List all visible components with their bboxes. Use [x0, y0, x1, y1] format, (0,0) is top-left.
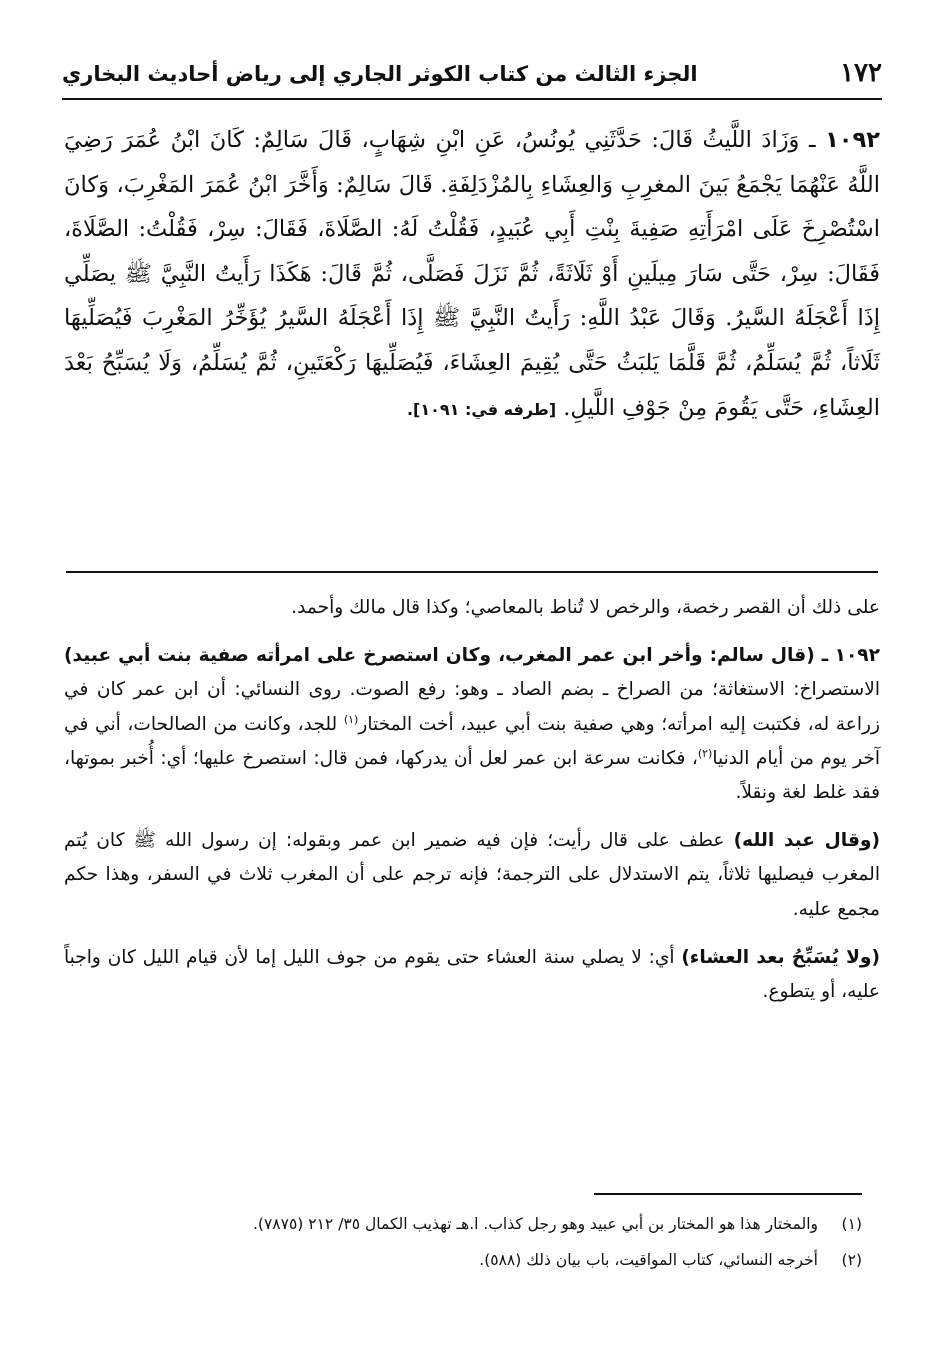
commentary-hadith-number: ١٠٩٢ [834, 645, 880, 667]
paragraph-text: للجد، وكانت من الصالحات، أني في آخر يوم من أيام الدنيا [64, 713, 881, 769]
footnote-mark: (١) [841, 1215, 862, 1233]
quoted-matn: (وقال عبد الله) [733, 830, 880, 852]
page-number: ١٧٢ [840, 58, 882, 88]
footnote-text: أخرجه النسائي، كتاب المواقيت، باب بيان ذلك (٥٨٨). [479, 1251, 818, 1269]
commentary-paragraph [64, 941, 880, 1009]
running-title: الجزء الثالث من كتاب الكوثر الجاري إلى رياض أحاديث البخاري [62, 62, 698, 86]
commentary-block [64, 591, 880, 1009]
section-divider [66, 571, 878, 573]
footnote-mark: (٢) [841, 1251, 862, 1269]
footnote [64, 1206, 862, 1242]
footnotes [64, 1206, 862, 1278]
quoted-matn: ـ (قال سالم: وأخر ابن عمر المغرب، وكان استصرخ على امرأته صفية بنت أبي عبيد) [64, 645, 829, 667]
commentary-paragraph [64, 591, 880, 625]
hadith-cross-reference: [طرفه في: ١٠٩١]. [406, 399, 557, 419]
page-header [62, 52, 882, 100]
footnote-ref[interactable]: (٢) [697, 746, 713, 760]
commentary-paragraph [64, 639, 880, 810]
footnote-text: والمختار هذا هو المختار بن أبي عبيد وهو رجل كذاب. ا.هـ تهذيب الكمال ٣٥/ ٢١٢ (٧٨٧٥). [253, 1215, 818, 1233]
hadith-number: ١٠٩٢ [825, 127, 881, 153]
hadith-text-block [64, 118, 880, 432]
footnote-separator [594, 1193, 862, 1195]
paragraph-text: عطف على قال رأيت؛ فإن فيه ضمير ابن عمر وبقوله: إن رسول الله ﷺ كان يُتم المغرب فيصليها ثلاثاً، يتم الاستدلال على الترجمة؛ فإنه ترجم على أن المغرب ثلاث في السفر، وهذا حكم مجمع عليه. [64, 830, 880, 920]
paragraph-text: ، فكانت سرعة ابن عمر لعل أن يدركها، فمن قال: استصرخ عليها؛ أي: أُخبر بموتها، فقد غلط لغة ونقلاً. [64, 747, 880, 804]
quoted-matn: (ولا يُسَبِّحُ بعد العشاء) [681, 946, 880, 968]
footnote-ref[interactable]: (١) [343, 712, 359, 726]
commentary-paragraph [64, 824, 880, 927]
paragraph-text: أي: لا يصلي سنة العشاء حتى يقوم من جوف الليل إما لأن قيام الليل كان واجباً عليه، أو يتطوع. [64, 946, 880, 1003]
footnote [64, 1242, 862, 1278]
hadith-body: ـ وَزَادَ اللَّيثُ قَالَ: حَدَّثَنِي يُونُسُ، عَنِ ابْنِ شِهَابٍ، قَالَ سَالِمٌ: كَانَ ابْنُ عُمَرَ رَضِيَ اللَّهُ عَنْهُمَا يَجْمَعُ بَينَ المغرِبِ وَالعِشَاءِ بِالمُزْدَلِفَةِ. قَالَ سَالِمٌ: وَأَخَّرَ ابْنُ عُمَرَ المَغْرِبَ، وَكانَ اسْتُصْرِخَ عَلَى امْرَأَتِهِ صَفِيةَ بِنْتِ أَبِي عُبَيدٍ، فَقُلْتُ لَهُ: الصَّلَاةَ، فَقَالَ: سِرْ، فَقُلْتُ: الصَّلَاةَ، فَقَالَ: سِرْ، حَتَّى سَارَ مِيلَينِ أَوْ ثَلَاثَةً، ثُمَّ نَزَلَ فَصَلَّى، ثُمَّ قَالَ: هَكَذَا رَأَيتُ النَّبِيَّ ﷺ يصَلِّي إِذَا أَعْجَلَهُ السَّيرُ. وَقَالَ عَبْدُ اللَّهِ: رَأَيتُ النَّبِيَّ ﷺ إِذَا أَعْجَلَهُ السَّيرُ يُؤَخِّرُ المَغْرِبَ فَيُصَلِّيهَا ثَلَاثاً، ثُمَّ يُسَلِّمُ، ثُمَّ قَلَّمَا يَلبَثُ حَتَّى يُقِيمَ العِشَاءَ، فَيُصَلِّيهَا رَكْعَتَينِ، ثُمَّ يُسَلِّمُ، وَلَا يُسَبِّحُ بَعْدَ العِشَاءِ، حَتَّى يَقُومَ مِنْ جَوْفِ اللَّيلِ. [64, 127, 880, 421]
paragraph-text: على ذلك أن القصر رخصة، والرخص لا تُناط بالمعاصي؛ وكذا قال مالك وأحمد. [291, 597, 880, 618]
paragraph-text: الاستصراخ: الاستغاثة؛ من الصراخ ـ بضم الصاد ـ وهو: رفع الصوت. روى النسائي: أن ابن عمر كان في زراعة له، فكتبت إليه امرأته؛ وهي صفية بنت أبي عبيد، أخت المختار [64, 679, 880, 735]
